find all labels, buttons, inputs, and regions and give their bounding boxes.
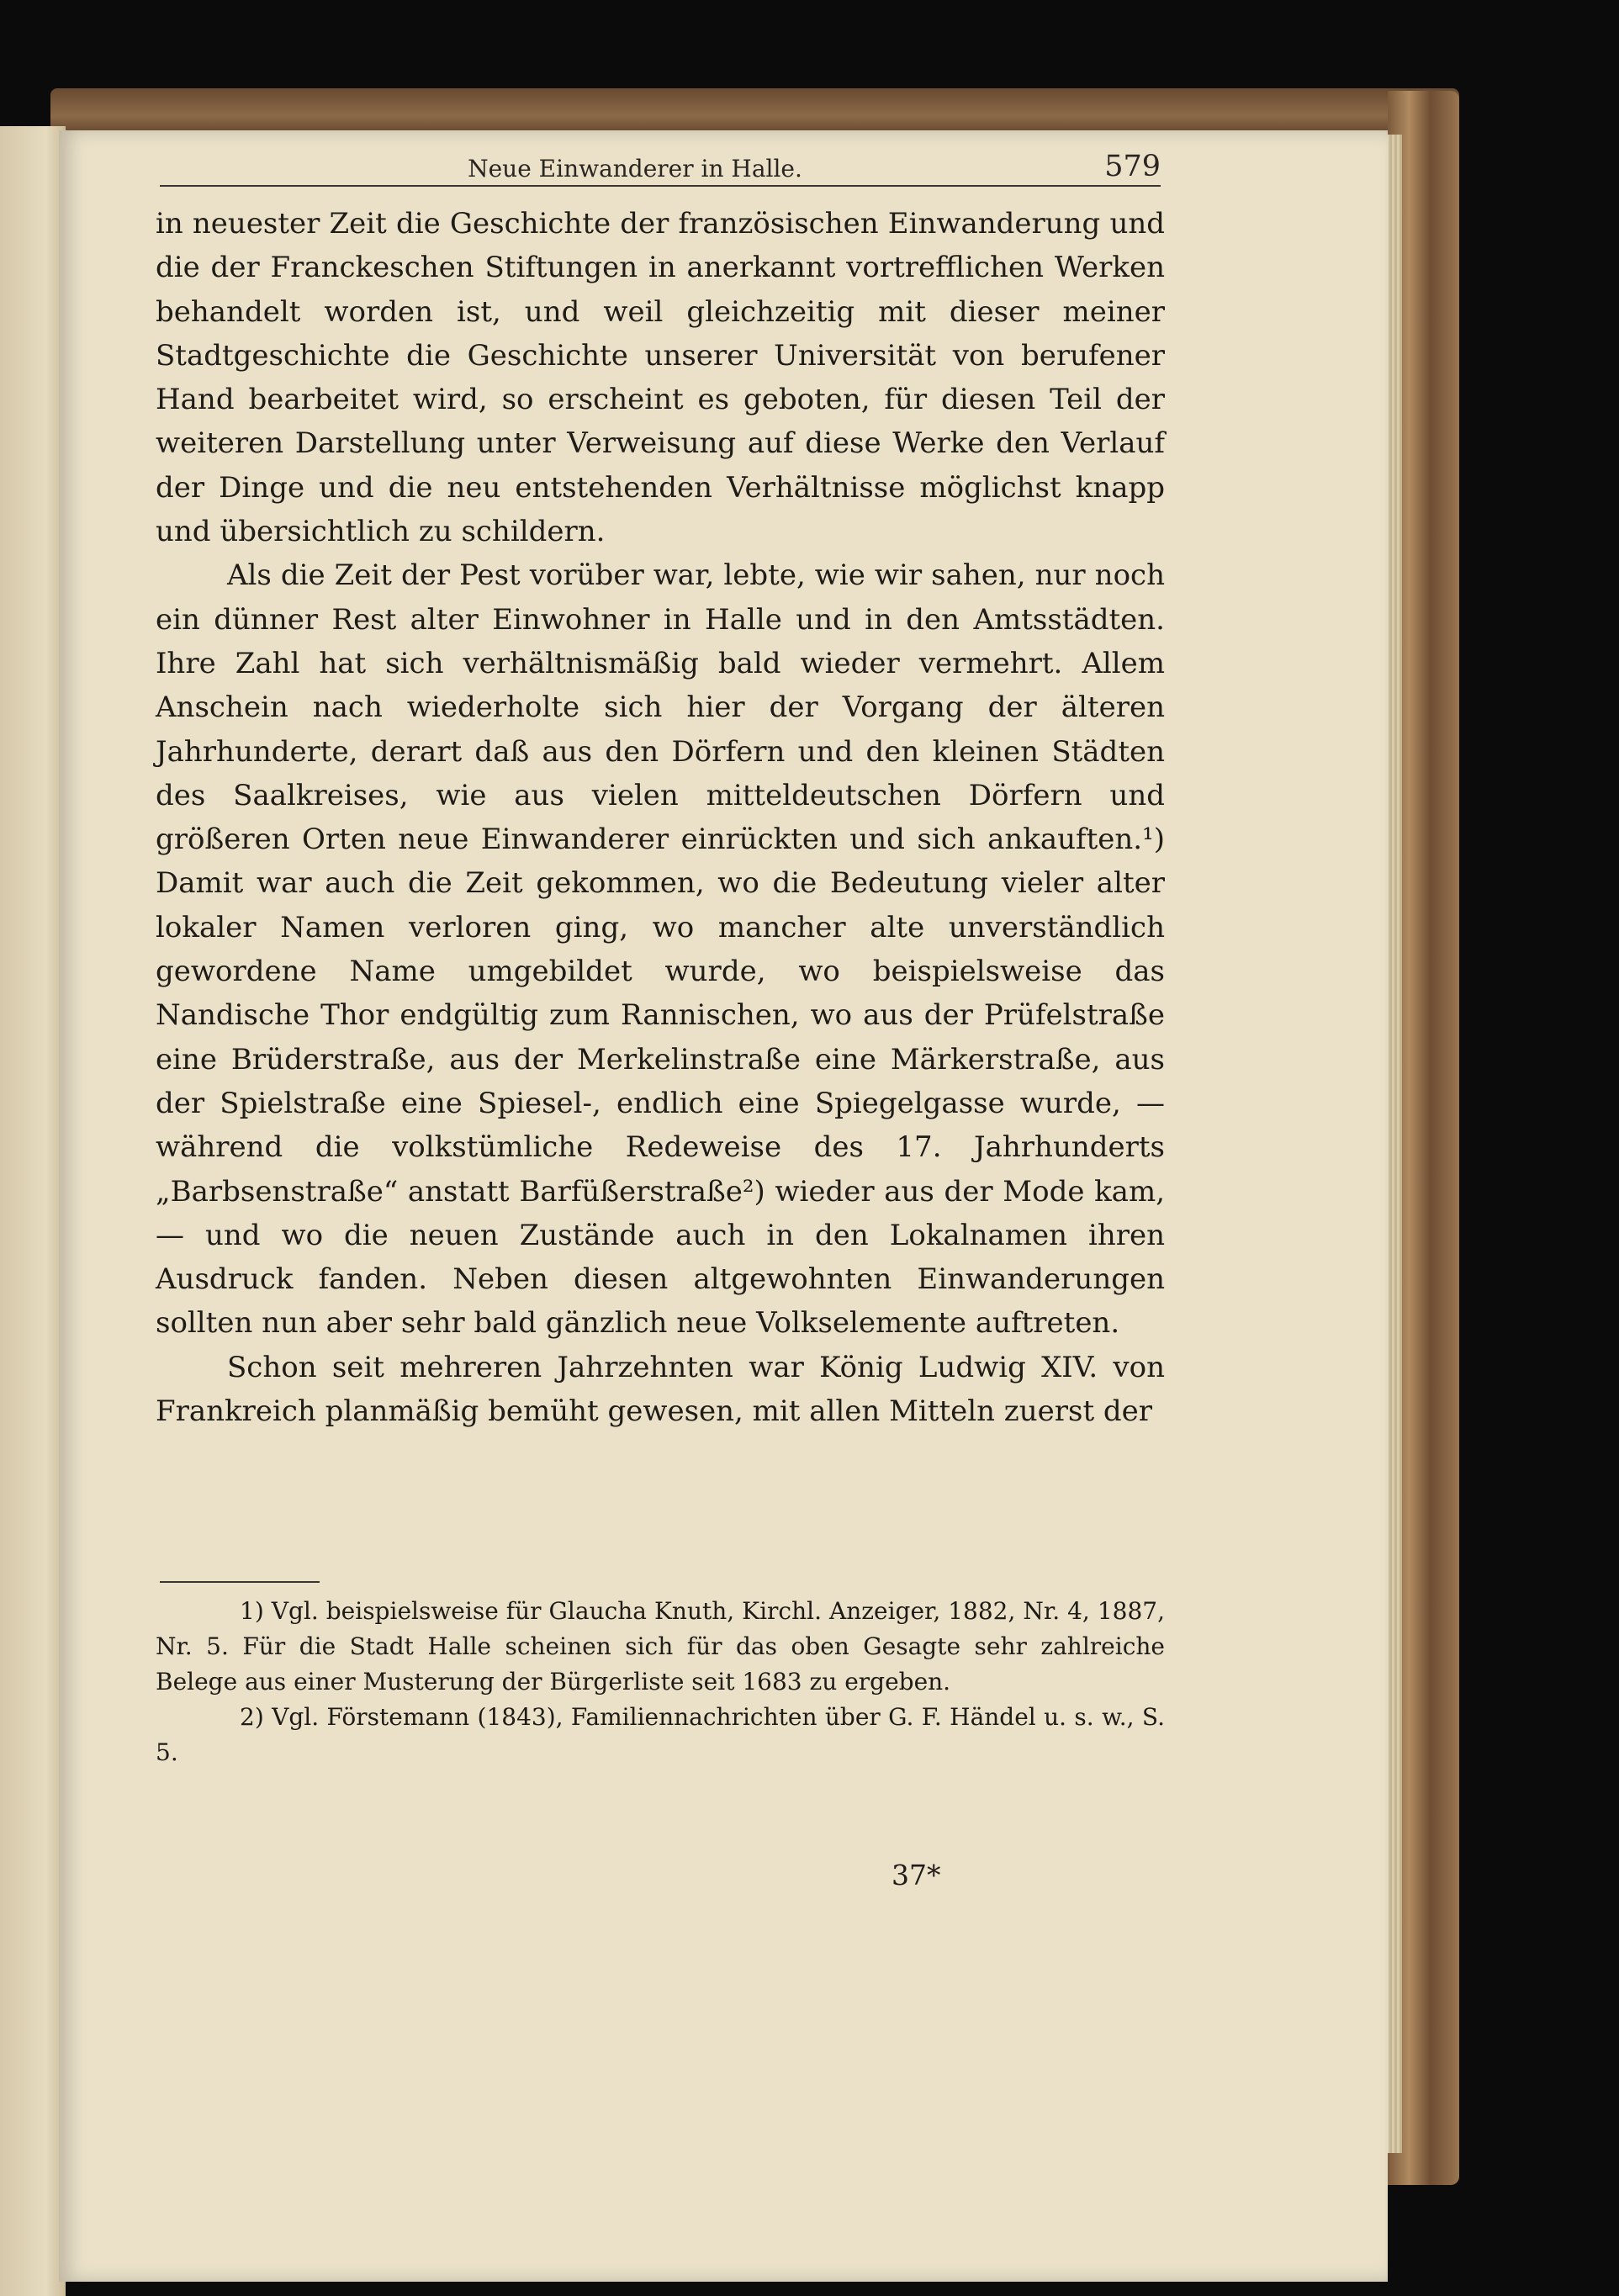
footnote: 1) Vgl. beispielsweise für Glaucha Knuth, Kirchl. Anzeiger, 1882, Nr. 4, 1887, Nr. 5. Für die Stadt Halle scheinen sich für das oben Gesagte sehr zahlreiche Belege aus einer Musterung der Bürgerliste seit 1683 zu ergeben.: [156, 1597, 1165, 1696]
footnote-rule: [160, 1581, 320, 1583]
paragraph: in neuester Zeit die Geschichte der französischen Einwanderung und die der Franckeschen Stiftungen in anerkannt vortrefflichen Werken behandelt worden ist, und weil gleichzeitig mit dieser meiner Stadtgeschichte die Geschichte unserer Universität von berufener Hand bearbeitet wird, so erscheint es geboten, für diesen Teil der weiteren Darstellung unter Verweisung auf diese Werke den Verlauf der Dinge und die neu entstehenden Verhältnisse möglichst knapp und übersichtlich zu schildern.: [156, 207, 1165, 549]
running-title: Neue Einwanderer in Halle.: [468, 155, 802, 183]
footnote: 2) Vgl. Förstemann (1843), Familiennachrichten über G. F. Händel u. s. w., S. 5.: [156, 1703, 1165, 1766]
paragraph: Schon seit mehreren Jahrzehnten war König Ludwig XIV. von Frankreich planmäßig bemüht gewesen, mit allen Mitteln zuerst der: [156, 1350, 1165, 1429]
header-rule: [160, 185, 1161, 187]
signature-mark: 37*: [892, 1859, 941, 1891]
footnotes: [156, 1594, 1165, 1770]
page-number: 579: [1104, 150, 1161, 183]
page-header: [160, 145, 1161, 187]
paragraph: Als die Zeit der Pest vorüber war, lebte, wie wir sahen, nur noch ein dünner Rest alter Einwohner in Halle und in den Amtsstädten. Ihre Zahl hat sich verhältnismäßig bald wieder vermehrt. Allem Anschein nach wiederholte sich hier der Vorgang der älteren Jahrhunderte, derart daß aus den Dörfern und den kleinen Städten des Saalkreises, wie aus vielen mitteldeutschen Dörfern und größeren Orten neue Einwanderer einrückten und sich ankauften.¹) Damit war auch die Zeit gekommen, wo die Bedeutung vieler alter lokaler Namen verloren ging, wo mancher alte unverständlich gewordene Name umgebildet wurde, wo beispielsweise das Nandische Thor endgültig zum Rannischen, wo aus der Prüfelstraße eine Brüderstraße, aus der Merkelinstraße eine Märkerstraße, aus der Spielstraße eine Spiesel-, endlich eine Spiegelgasse wurde, — während die volkstümliche Redeweise des 17. Jahrhunderts „Barbsenstraße“ anstatt Barfüßerstraße²) wieder aus der Mode kam, — und wo die neuen Zustände auch in den Lokalnamen ihren Ausdruck fanden. Neben diesen altgewohnten Einwanderungen sollten nun aber sehr bald gänzlich neue Volkselemente auftreten.: [156, 558, 1165, 1341]
facing-page-edge: [0, 126, 66, 2296]
body-text: [156, 202, 1165, 1433]
